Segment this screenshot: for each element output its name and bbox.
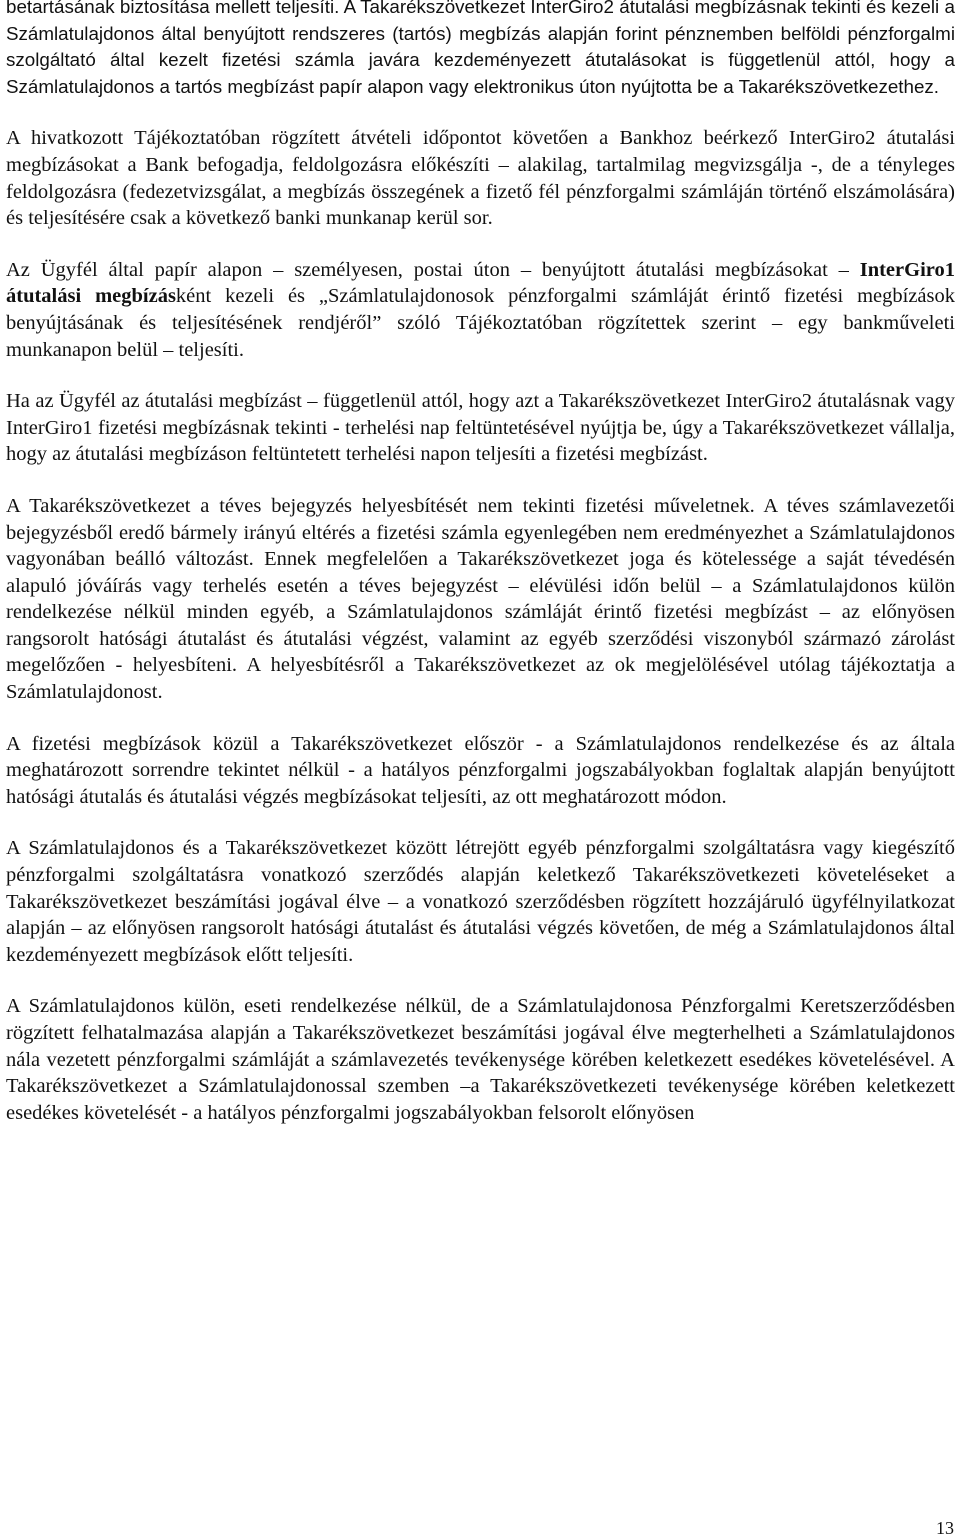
paragraph-4: Ha az Ügyfél az átutalási megbízást – függetlenül attól, hogy azt a Takarékszövetkezet InterGiro2 átutalásnak vagy InterGiro1 fizetési megbízásnak tekinti - terhelési nap feltüntetésével nyújtja be, úgy a Takarékszövetkezet vállalja, hogy az átutalási megbízáson feltüntetett terhelési napon teljesíti a fizetési megbízást. (6, 390, 955, 466)
paragraph-3-rest: ként kezeli és „Számlatulajdonosok pénzforgalmi számláját érintő fizetési megbízások benyújtásának és teljesítésének rendjéről” szóló Tájékoztatóban rögzítettek szerint – egy bankműveleti munkanapon belül – teljesíti. (6, 285, 955, 361)
document-page (6, 0, 955, 1151)
paragraph-2: A hivatkozott Tájékoztatóban rögzített átvételi időpontot követően a Bankhoz beérkező InterGiro2 átutalási megbízásokat a Bank befogadja, feldolgozásra előkészíti – alakilag, tartalmilag megvizsgálja -, de a tényleges feldolgozásra (fedezetvizsgálat, a megbízás összegének a fizető fél pénzforgalmi számláján történő elszámolására) és teljesítésére csak a következő banki munkanap kerül sor. (6, 127, 955, 230)
paragraph-3-bold-term: InterGiro1 átutalási megbízás (6, 258, 955, 308)
paragraph-3 (6, 257, 955, 363)
paragraph-6: A fizetési megbízások közül a Takarékszövetkezet először - a Számlatulajdonos rendelkezése és az általa meghatározott sorrendre tekintet nélkül - a hatályos pénzforgalmi jogszabályokban foglaltak alapján benyújtott hatósági átutalás és átutalási végzés megbízásokat teljesíti, az ott meghatározott módon. (6, 732, 955, 808)
page-number: 13 (936, 1518, 954, 1538)
paragraph-3-lead: Az Ügyfél által papír alapon – személyesen, postai úton – benyújtott átutalási megbízásokat – (6, 258, 860, 281)
paragraph-5: A Takarékszövetkezet a téves bejegyzés helyesbítését nem tekinti fizetési műveletnek. A téves számlavezetői bejegyzésből eredő bármely irányú eltérés a fizetési számla egyenlegében nem eredményezhet a Számlatulajdonos vagyonában beálló változást. Ennek megfelelően a Takarékszövetkezet joga és kötelessége a saját tévedésén alapuló jóváírás vagy terhelés esetén a téves bejegyzést – elévülési időn belül – a Számlatulajdonos külön rendelkezése nélkül minden egyéb, a Számlatulajdonos számláját érintő fizetési megbízást – az előnyösen rangsorolt hatósági átutalást és átutalási végzést, valamint az egyéb szerződési viszonyból származó zárolást megelőzően - helyesbíteni. A helyesbítésről a Takarékszövetkezet az ok megjelölésével utólag tájékoztatja a Számlatulajdonost. (6, 494, 955, 704)
paragraph-7: A Számlatulajdonos és a Takarékszövetkezet között létrejött egyéb pénzforgalmi szolgáltatásra vagy kiegészítő pénzforgalmi szolgáltatásra vonatkozó szerződés alapján keletkező Takarékszövetkezeti követeléseket a Takarékszövetkezet beszámítási jogával élve – a vonatkozó szerződésben rögzített hozzájáruló ügyfélnyilatkozat alapján – az előnyösen rangsorolt hatósági átutalást és átutalási végzés követően, de még a Számlatulajdonos által kezdeményezett megbízások előtt teljesíti. (6, 837, 955, 966)
paragraph-8: A Számlatulajdonos külön, eseti rendelkezése nélkül, de a Számlatulajdonosa Pénzforgalmi Keretszerződésben rögzített felhatalmazása alapján a Takarékszövetkezet beszámítási jogával élve megterhelheti a Számlatulajdonos nála vezetett pénzforgalmi számláját a számlavezetés tevékenysége körében keletkezett esedékes követelésével. A Takarékszövetkezet a Számlatulajdonossal szemben –a Takarékszövetkezeti tevékenysége körében keletkezett esedékes követelését - a hatályos pénzforgalmi jogszabályokban felsorolt előnyösen (6, 995, 955, 1124)
paragraph-1: betartásának biztosítása mellett teljesíti. A Takarékszövetkezet InterGiro2 átutalási megbízásnak tekinti és kezeli a Számlatulajdonos által benyújtott rendszeres (tartós) megbízás alapján forint pénznemben belföldi pénzforgalmi szolgáltató által kezelt fizetési számla javára kezdeményezett átutalásokat is függetlenül attól, hogy a Számlatulajdonos a tartós megbízást papír alapon vagy elektronikus úton nyújtotta be a Takarékszövetkezethez. (6, 0, 955, 97)
